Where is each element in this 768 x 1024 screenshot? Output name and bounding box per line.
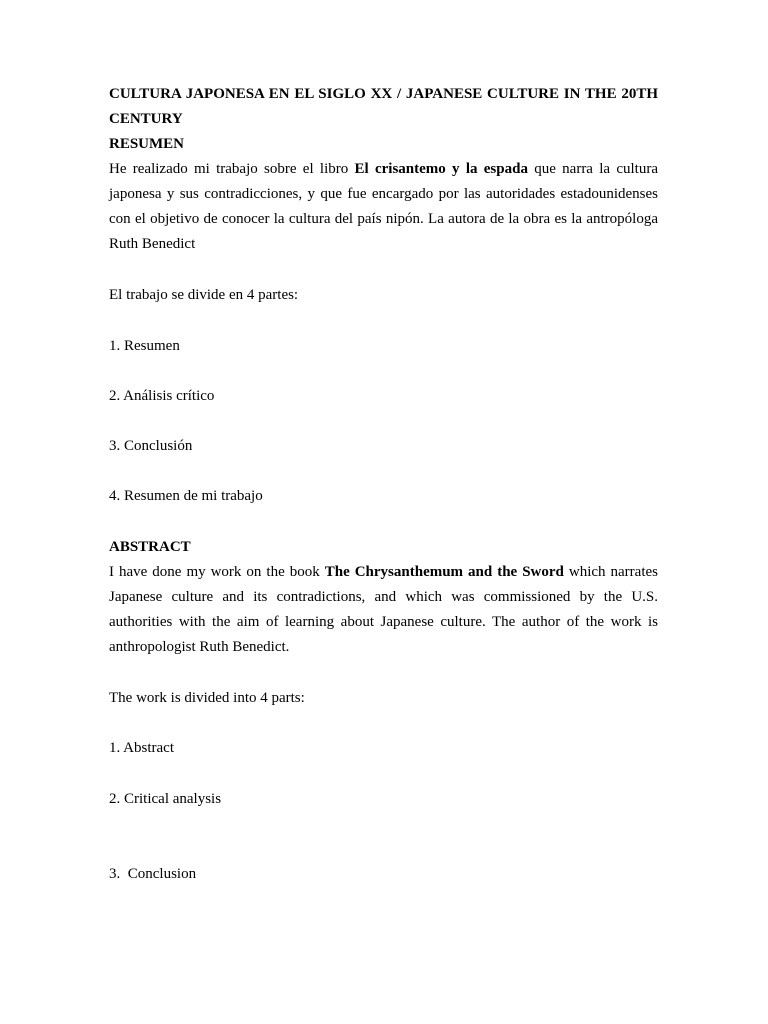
resumen-part-item: 1. Resumen	[109, 338, 180, 354]
resumen-part-item: 2. Análisis crítico	[109, 388, 215, 404]
resumen-part-item: 4. Resumen de mi trabajo	[109, 488, 263, 504]
abstract-part-item: 1. Abstract	[109, 740, 174, 756]
abstract-text-start: I have done my work on the book	[109, 564, 325, 580]
abstract-paragraph	[109, 560, 658, 660]
abstract-book-title: The Chrysanthemum and the Sword	[324, 564, 564, 580]
resumen-text-end: que narra la cultura japonesa y sus contradicciones, y que fue encargado por las autoridades estadounidenses con el objetivo de conocer la cultura del país nipón. La autora de la obra es la antropóloga Ruth Benedict	[109, 161, 658, 252]
abstract-parts-intro: The work is divided into 4 parts:	[109, 690, 305, 706]
resumen-part-item: 3. Conclusión	[109, 438, 193, 454]
resumen-book-title: El crisantemo y la espada	[354, 161, 528, 177]
abstract-heading: ABSTRACT	[109, 539, 191, 555]
abstract-part-item: 3. Conclusion	[109, 866, 197, 882]
resumen-text-start: He realizado mi trabajo sobre el libro	[109, 161, 355, 177]
resumen-paragraph	[109, 157, 658, 257]
abstract-part-item: 2. Critical analysis	[109, 791, 222, 807]
resumen-heading: RESUMEN	[109, 136, 185, 152]
abstract-text-end: which narrates Japanese culture and its contradictions, and which was commissioned by the U.S. authorities with the aim of learning about Japanese culture. The author of the work is anthropologist Ruth Benedict.	[109, 564, 658, 655]
resumen-parts-intro: El trabajo se divide en 4 partes:	[109, 287, 299, 303]
document-title: CULTURA JAPONESA EN EL SIGLO XX / JAPANESE CULTURE IN THE 20TH CENTURY	[109, 86, 658, 127]
